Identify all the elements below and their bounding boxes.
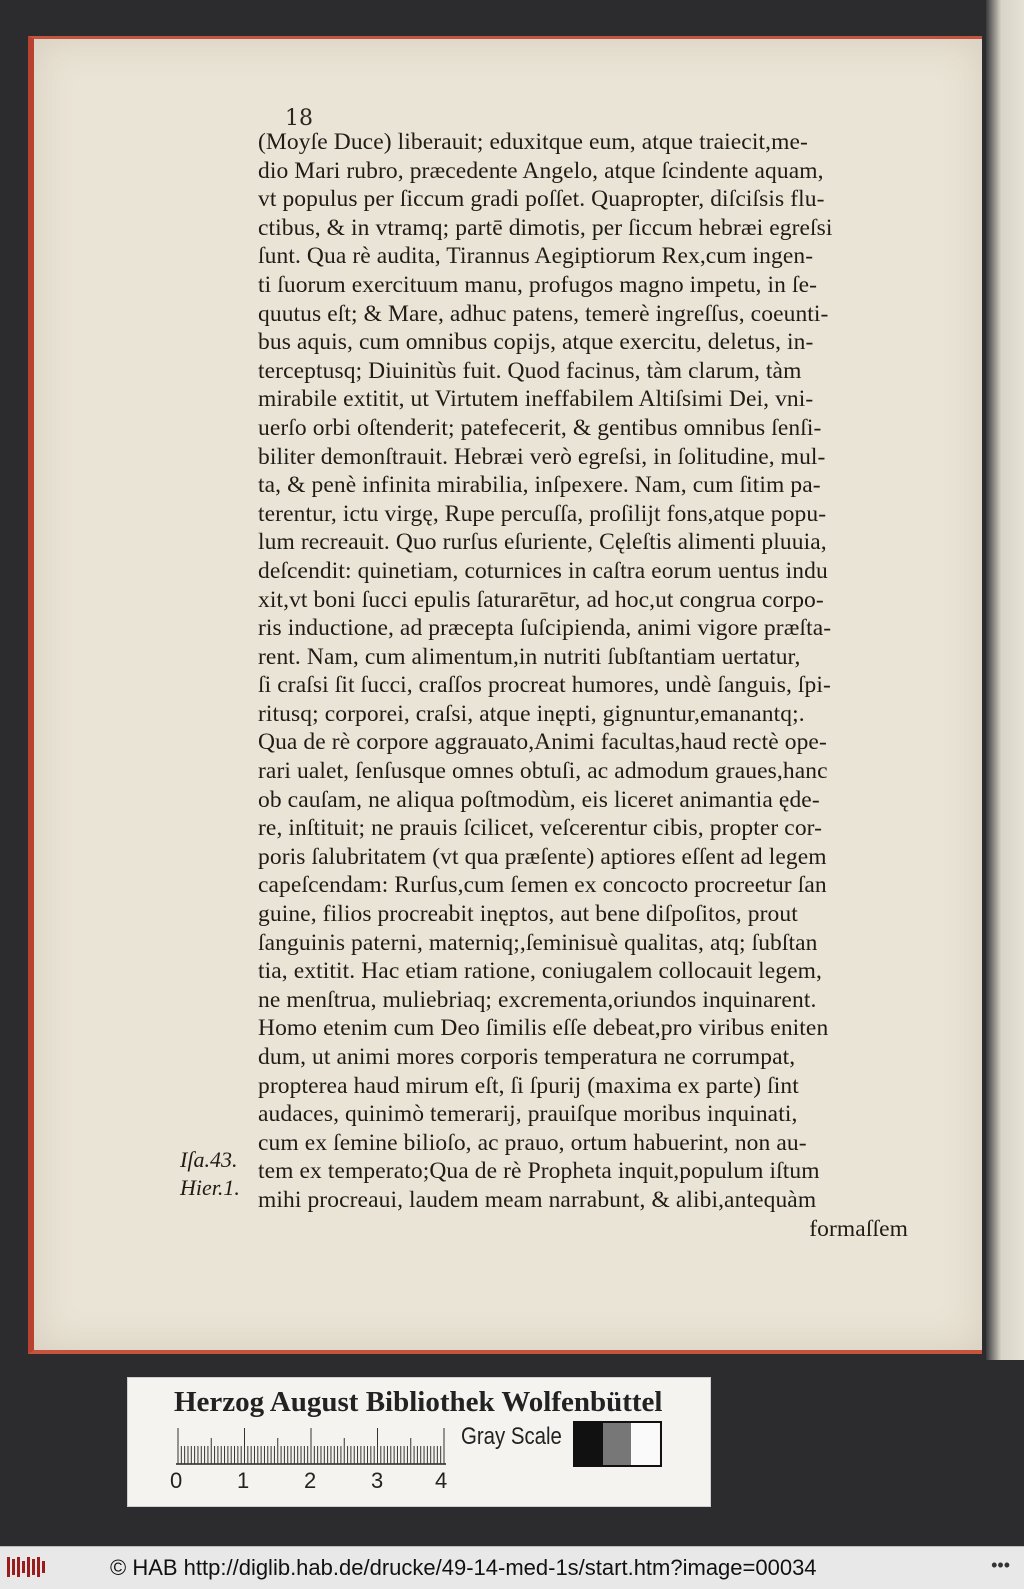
text-line: cum ex ſemine bilioſo, ac prauo, ortum habuerint, non au- (258, 1129, 807, 1156)
ruler-number: 4 (435, 1468, 448, 1493)
text-line: lum recreauit. Quo rurſus eſuriente, Cęleſtis alimenti pluuia, (258, 529, 827, 556)
text-line: terentur, ictu virgę, Rupe percuſſa, proſilijt fons,atque popu- (258, 500, 827, 527)
text-line: ta, & penè infinita mirabilia, inſpexere. Nam, cum ſitim pa- (258, 472, 821, 499)
more-options-icon[interactable]: ••• (991, 1555, 1010, 1575)
page-number: 18 (285, 106, 313, 131)
ruler-icon (176, 1426, 446, 1466)
viewer-footer (0, 1546, 1024, 1589)
text-line: audaces, quinimò temerarij, prauiſque moribus inquinati, (258, 1101, 798, 1128)
text-line: ſi craſsi ſit ſucci, craſſos procreat humores, undè ſanguis, ſpi- (258, 672, 831, 699)
hab-logo-icon (6, 1555, 50, 1579)
grayscale-swatches (573, 1421, 662, 1467)
text-line: guine, filios procreabit inęptos, aut bene diſpoſitos, prout (258, 901, 798, 928)
text-line: ob cauſam, ne aliqua poſtmodùm, eis liceret animantia ęde- (258, 786, 820, 813)
text-line: rari ualet, ſenſusque omnes obtuſi, ac admodum graues,hanc (258, 758, 828, 785)
text-line: mirabile extitit, ut Virtutem ineffabilem Altiſsimi Dei, vni- (258, 386, 814, 413)
text-line: tem ex temperato;Qua de rè Propheta inquit,populum iſtum (258, 1158, 820, 1185)
text-line: xit,vt boni ſucci epulis ſaturarētur, ad hoc,ut congrua corpo- (258, 586, 824, 613)
margin-note-isaiah: Iſa.43. (180, 1147, 238, 1172)
text-line: terceptusq; Diuinitùs fuit. Quod facinus, tàm clarum, tàm (258, 357, 802, 384)
text-line: dio Mari rubro, præcedente Angelo, atque ſcindente aquam, (258, 157, 824, 184)
adjacent-page-edge (986, 0, 1024, 1360)
text-line: rent. Nam, cum alimentum,in nutriti ſubſtantiam uertatur, (258, 643, 801, 670)
text-line: ne menſtrua, muliebriaq; excrementa,oriundos inquinarent. (258, 986, 817, 1013)
library-scale-label (127, 1377, 711, 1507)
text-line: vt populus per ſiccum gradi poſſet. Quapropter, diſciſsis flu- (258, 186, 825, 213)
text-line: capeſcendam: Rurſus,cum ſemen ex concocto procreetur ſan (258, 872, 827, 899)
text-line: Homo etenim cum Deo ſimilis eſſe debeat,pro viribus eniten (258, 1015, 829, 1042)
text-line: dum, ut animi mores corporis temperatura ne corrumpat, (258, 1044, 796, 1070)
catchword: formaſſem (809, 1215, 908, 1242)
text-line: (Moyſe Duce) liberauit; eduxitque eum, atque traiecit,me- (258, 129, 808, 155)
text-line: tia, extitit. Hac etiam ratione, coniugalem collocauit legem, (258, 958, 823, 985)
text-line: ris inductione, ad præcepta ſuſcipienda, animi vigore præſta- (258, 615, 832, 642)
text-line: ti ſuorum exercituum manu, profugos magno impetu, in ſe- (258, 271, 818, 298)
text-line: mihi procreaui, laudem meam narrabunt, & alibi,antequàm (258, 1186, 817, 1213)
library-name: Herzog August Bibliothek Wolfenbüttel (174, 1386, 663, 1418)
text-line: poris ſalubritatem (vt qua præſente) aptiores eſſent ad legem (258, 843, 827, 870)
text-line: uerſo orbi oſtenderit; patefecerit, & gentibus omnibus ſenſi- (258, 414, 822, 441)
text-line: propterea haud mirum eſt, ſi ſpurij (maxima ex parte) ſint (258, 1072, 799, 1099)
text-line: ſunt. Qua rè audita, Tirannus Aegiptiorum Rex,cum ingen- (258, 243, 814, 270)
swatch-gray (603, 1423, 631, 1465)
grayscale-label: Gray Scale (461, 1423, 562, 1450)
swatch-black (575, 1423, 603, 1465)
text-line: ritusq; corporei, craſsi, atque inępti, gignuntur,emanantq;. (258, 700, 805, 727)
ruler-number: 0 (170, 1468, 183, 1493)
ruler-number: 3 (371, 1468, 384, 1493)
text-line: bus aquis, cum omnibus copijs, atque exercitu, deletus, in- (258, 329, 814, 356)
swatch-white (631, 1423, 659, 1465)
margin-note-jeremiah: Hier.1. (180, 1175, 240, 1200)
ruler-number: 1 (237, 1468, 250, 1493)
text-line: Qua de rè corpore aggrauato,Animi facultas,haud rectè ope- (258, 729, 827, 756)
bleed-through-text (152, 169, 157, 190)
text-line: re, inſtituit; ne prauis ſcilicet, veſcerentur cibis, propter cor- (258, 815, 823, 842)
text-line: biliter demonſtrauit. Hebræi verò egreſsi, in ſolitudine, mul- (258, 443, 826, 470)
text-line: quutus eſt; & Mare, adhuc patens, temerè ingreſſus, coeunti- (258, 300, 829, 327)
text-line: ſanguinis paterni, materniq;,ſeminisuè qualitas, atq; ſubſtan (258, 929, 818, 956)
text-line: deſcendit: quinetiam, coturnices in caſtra eorum uentus indu (258, 557, 828, 584)
body-text (258, 128, 938, 1243)
ruler-number: 2 (304, 1468, 317, 1493)
text-line: ctibus, & in vtramq; partē dimotis, per ſiccum hebræi egreſsi (258, 214, 833, 241)
footer-credit-link[interactable]: © HAB http://diglib.hab.de/drucke/49-14-med-1s/start.htm?image=00034 (110, 1555, 817, 1580)
